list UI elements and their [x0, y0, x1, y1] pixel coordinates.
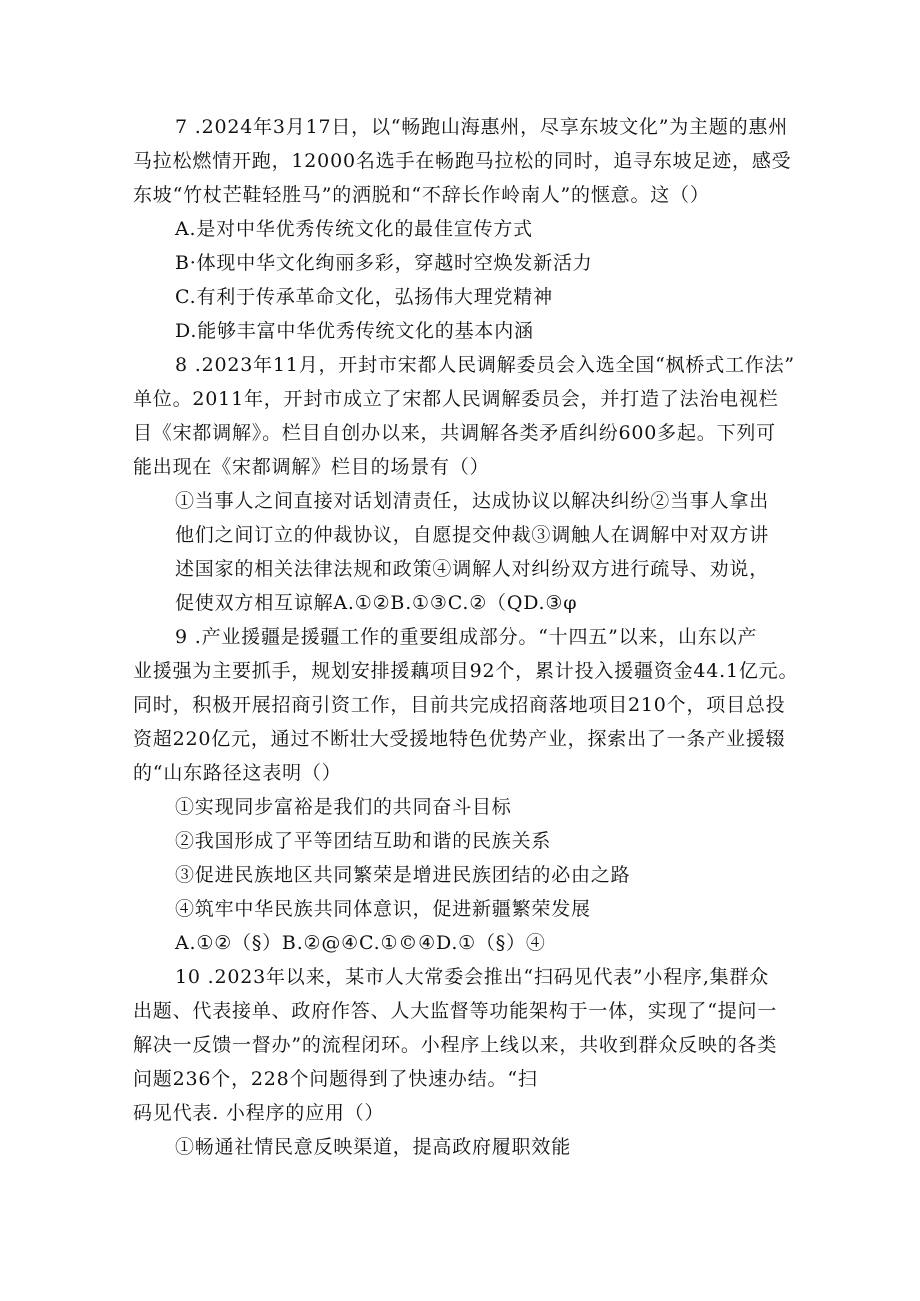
q7-option-b: B·体现中华文化绚丽多彩，穿越时空焕发新活力 [175, 252, 593, 274]
q7-option-d: D.能够丰富中华优秀传统文化的基本内涵 [175, 320, 534, 342]
q9-answer-options: A.①②（§）B.②@④C.①©④D.①（§）④ [175, 932, 546, 954]
q9-line-2: 业援强为主要抓手，规划安排援藕项目92个，累计投入援疆资金44.1亿元。 [133, 660, 799, 682]
q8-line-2: 单位。2011年，开封市成立了宋都人民调解委员会，并打造了法治电视栏 [133, 388, 779, 410]
q9-statement-2: ②我国形成了平等团结互助和谐的民族关系 [175, 830, 552, 852]
q10-line-4: 问题236个，228个问题得到了快速办结。“扫 [133, 1068, 538, 1090]
q10-line-1: 10 .2023年以来，某市人大常委会推出“扫码见代表”小程序,集群众 [175, 966, 770, 988]
q9-statement-4: ④筑牢中华民族共同体意识，促进新疆繁荣发展 [175, 898, 591, 920]
q7-line-3: 东坡“竹杖芒鞋轻胜马”的洒脱和“不辞长作岭南人”的惬意。这（） [133, 184, 710, 206]
q9-line-4: 资超220亿元，通过不断壮大受援地特色优势产业，探索出了一条产业援辍 [133, 728, 786, 750]
q10-statement-1: ①畅通社情民意反映渠道，提高政府履职效能 [175, 1136, 572, 1158]
q8-line-4: 能出现在《宋都调解》栏目的场景有（） [133, 456, 490, 478]
q9-statement-3: ③促进民族地区共同繁荣是增进民族团结的必由之路 [175, 864, 631, 886]
q9-line-3: 同时，积极开展招商引资工作，目前共完成招商落地项目210个，项目总投 [133, 694, 786, 716]
q9-line-1: 9 .产业援疆是援疆工作的重要组成部分。“十四五”以来，山东以产 [175, 626, 758, 648]
q10-line-2: 出题、代表接单、政府作答、人大监督等功能架构于一体，实现了“提问一 [133, 1000, 778, 1022]
q8-option-line-1: ①当事人之间直接对话划清责任，达成协议以解决纠纷②当事人拿出 [175, 490, 770, 512]
q8-line-1: 8 .2023年11月，开封市宋都人民调解委员会入选全国“枫桥式工作法” [175, 354, 795, 376]
q9-statement-1: ①实现同步富裕是我们的共同奋斗目标 [175, 796, 512, 818]
q10-line-5: 码见代表. 小程序的应用（） [133, 1102, 385, 1124]
q8-option-line-3: 述国家的相关法律法规和政策④调解人对纠纷双方进行疏导、劝说， [175, 558, 770, 580]
q7-line-2: 马拉松燃情开跑，12000名选手在畅跑马拉松的同时，追寻东坡足迹，感受 [133, 150, 792, 172]
q7-line-1: 7 .2024年3月17日，以“畅跑山海惠州，尽享东坡文化”为主题的惠州 [175, 116, 789, 138]
q8-line-3: 目《宋都调解》。栏目自创办以来，共调解各类矛盾纠纷600多起。下列可 [133, 422, 776, 444]
q10-line-3: 解决一反馈一督办”的流程闭环。小程序上线以来，共收到群众反映的各类 [133, 1034, 778, 1056]
q8-option-line-2: 他们之间订立的仲裁协议，自愿提交仲裁③调触人在调解中对双方讲 [175, 524, 770, 546]
q7-option-a: A.是对中华优秀传统文化的最佳宣传方式 [175, 218, 533, 240]
q8-option-line-4: 促使双方相互谅解A.①②B.①③C.②（QD.③φ [175, 592, 578, 614]
q9-line-5: 的“山东路径这表明（） [133, 762, 342, 784]
q7-option-c: C.有利于传承革命文化，弘扬伟大理党精神 [175, 286, 553, 308]
